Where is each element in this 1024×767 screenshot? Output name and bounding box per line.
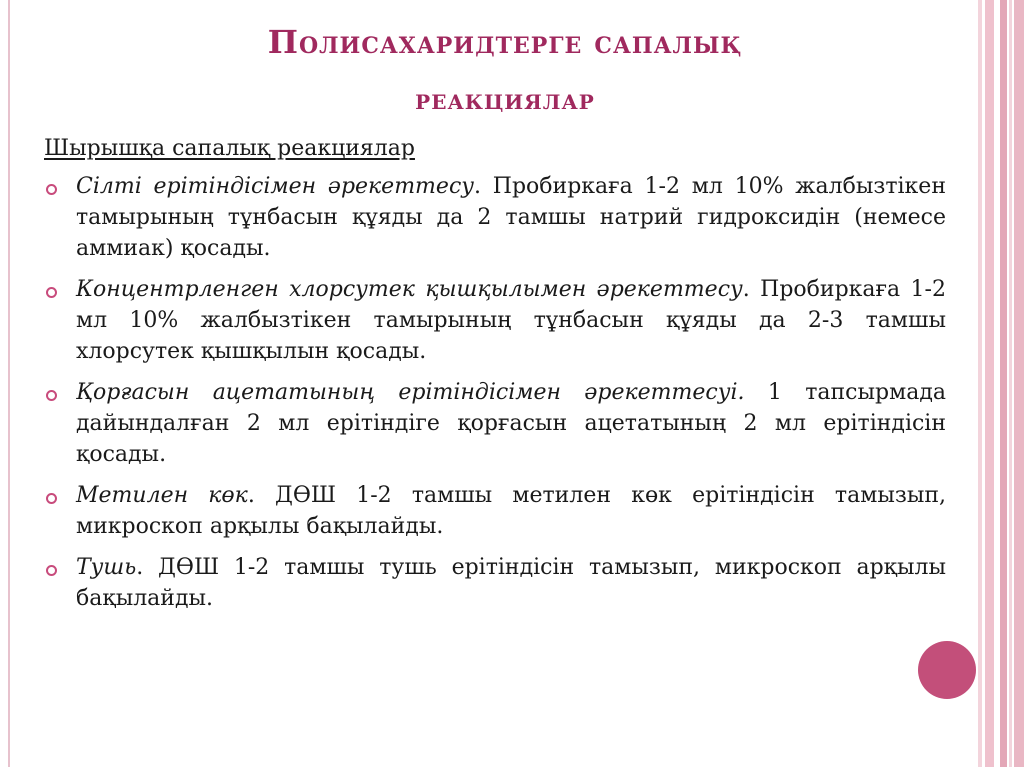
item-lead: Қорғасын ацетатының ерітіндісімен әрекеттесуі. (76, 380, 745, 405)
side-stripe (985, 0, 994, 767)
side-stripe (1009, 0, 1012, 767)
item-text: . Пробиркаға 1-2 мл 10% жалбызтікен тамырының тұнбасын құяды да 2 тамшы натрий гидроксидін (немесе аммиак) қосады. (76, 174, 946, 261)
item-text: . Пробиркаға 1-2 мл 10% жалбызтікен тамырының тұнбасын құяды да 2-3 тамшы хлорсутек қышқылын қосады. (76, 277, 946, 364)
ring-bullet-icon (46, 390, 57, 401)
left-border-line (8, 0, 10, 767)
item-lead: Концентрленген хлорсутек қышқылымен әрекеттесу (76, 277, 743, 302)
decorative-circle (918, 641, 976, 699)
item-text: . ДӨШ 1-2 тамшы тушь ерітіндісін тамызып, микроскоп арқылы бақылайды. (76, 555, 946, 611)
ring-bullet-icon (46, 184, 57, 195)
side-stripe (1014, 0, 1024, 767)
list-item (44, 377, 946, 470)
slide-title-line-2: реакциялар (415, 83, 595, 116)
side-stripe (1000, 0, 1007, 767)
ring-bullet-icon (46, 287, 57, 298)
item-lead: Метилен көк (76, 483, 248, 508)
item-text: . ДӨШ 1-2 тамшы метилен көк ерітіндісін тамызып, микроскоп арқылы бақылайды. (76, 483, 946, 539)
list-item (44, 274, 946, 367)
list-item (44, 552, 946, 614)
item-lead: Сілті ерітіндісімен әрекеттесу (76, 174, 475, 199)
list-item (44, 171, 946, 264)
ring-bullet-icon (46, 493, 57, 504)
section-subheading: Шырышқа сапалық реакциялар (44, 136, 415, 161)
side-stripe (978, 0, 982, 767)
slide-title-line-1: Полисахаридтерге сапалық (267, 23, 743, 61)
item-text: 1 тапсырмада дайындалған 2 мл ерітіндіге қорғасын ацетатының 2 мл ерітіндісін қосады. (76, 380, 946, 467)
side-stripe (996, 0, 999, 767)
bullet-list (44, 171, 946, 624)
ring-bullet-icon (46, 565, 57, 576)
item-lead: Тушь (76, 555, 137, 580)
list-item (44, 480, 946, 542)
slide-title (40, 22, 970, 120)
